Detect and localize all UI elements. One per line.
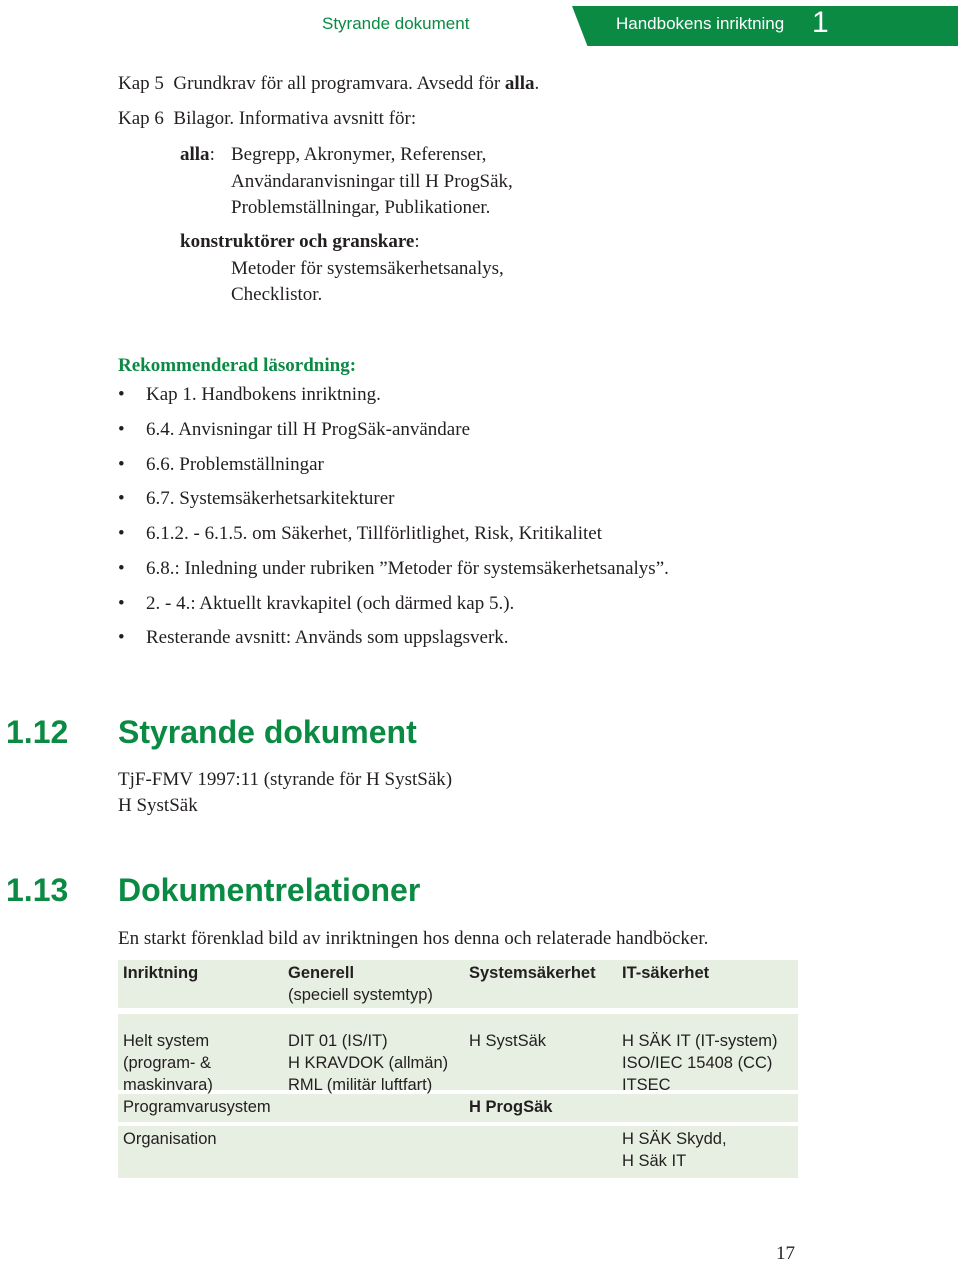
table-cell: Helt system xyxy=(123,1032,210,1050)
reading-item: Resterande avsnitt: Används som uppslagsverk. xyxy=(146,627,509,648)
table-cell: ISO/IEC 15408 (CC) xyxy=(622,1054,773,1072)
section-number: 1.12 xyxy=(6,714,69,750)
table-cell: H Säk IT xyxy=(622,1152,687,1170)
konstruktorer-line-1: Metoder för systemsäkerhetsanalys, xyxy=(231,258,504,279)
kap5-bold: alla xyxy=(504,73,535,94)
alla-line-3: Problemställningar, Publikationer. xyxy=(231,197,491,218)
document-relations-table xyxy=(118,960,798,1182)
table-cell: (program- & xyxy=(123,1054,212,1072)
reading-item: 2. - 4.: Aktuellt kravkapitel (och därmed kap 5.). xyxy=(146,593,515,614)
kap6-label: Kap 6 xyxy=(118,108,164,129)
bullet-icon: • xyxy=(118,488,125,509)
running-header-title: Styrande dokument xyxy=(322,14,470,33)
table-cell: DIT 01 (IS/IT) xyxy=(288,1032,388,1050)
table-cell: H SÄK Skydd, xyxy=(622,1130,727,1148)
table-header-cell: Generell xyxy=(288,964,355,982)
bullet-icon: • xyxy=(118,384,125,405)
bullet-icon: • xyxy=(118,454,125,475)
page-number: 17 xyxy=(776,1243,795,1264)
konstruktorer-line-2: Checklistor. xyxy=(231,284,323,305)
alla-label: alla: xyxy=(180,144,215,165)
kap5-end: . xyxy=(534,73,540,94)
table-header-cell: (speciell systemtyp) xyxy=(288,986,433,1004)
table-row xyxy=(118,1094,798,1126)
section-number: 1.13 xyxy=(6,872,69,908)
chapter-tab-label: Handbokens inriktning xyxy=(616,14,785,33)
konstruktorer-label: konstruktörer och granskare: xyxy=(180,231,420,252)
reading-item: 6.1.2. - 6.1.5. om Säkerhet, Tillförlitlighet, Risk, Kritikalitet xyxy=(146,523,602,544)
sec113-intro: En starkt förenklad bild av inriktningen hos denna och relaterade handböcker. xyxy=(118,928,709,949)
section-title: Styrande dokument xyxy=(118,714,417,750)
kap6-line xyxy=(118,107,416,131)
table-cell: H KRAVDOK (allmän) xyxy=(288,1054,449,1072)
sec112-line-2: H SystSäk xyxy=(118,795,198,816)
bullet-icon: • xyxy=(118,593,125,614)
kap5-text: Grundkrav för all programvara. Avsedd för xyxy=(173,73,505,94)
kap6-text: Bilagor. Informativa avsnitt för: xyxy=(173,108,417,129)
table-header-cell: IT-säkerhet xyxy=(622,964,710,982)
reading-item: 6.4. Anvisningar till H ProgSäk-användare xyxy=(146,419,471,440)
sec112-line-1: TjF-FMV 1997:11 (styrande för H SystSäk) xyxy=(118,769,453,790)
bullet-icon: • xyxy=(118,627,125,648)
kap5-label: Kap 5 xyxy=(118,73,164,94)
alla-line-1: Begrepp, Akronymer, Referenser, xyxy=(231,144,487,165)
table-cell: ITSEC xyxy=(622,1076,671,1094)
table-cell: H SystSäk xyxy=(469,1032,547,1050)
reading-item: 6.7. Systemsäkerhetsarkitekturer xyxy=(146,488,395,509)
section-title: Dokumentrelationer xyxy=(118,872,421,908)
bullet-icon: • xyxy=(118,419,125,440)
kap5-line xyxy=(118,72,539,96)
table-cell: Organisation xyxy=(123,1130,217,1148)
reading-item: 6.6. Problemställningar xyxy=(146,454,324,475)
reading-order-heading: Rekommenderad läsordning: xyxy=(118,355,357,376)
bullet-icon: • xyxy=(118,523,125,544)
table-cell: H SÄK IT (IT-system) xyxy=(622,1032,778,1050)
table-cell: Programvarusystem xyxy=(123,1098,271,1116)
table-header-row xyxy=(118,960,798,1012)
chapter-tab-number: 1 xyxy=(812,6,829,39)
table-header-cell: Inriktning xyxy=(123,964,199,982)
reading-item: Kap 1. Handbokens inriktning. xyxy=(146,384,381,405)
reading-item: 6.8.: Inledning under rubriken ”Metoder för systemsäkerhetsanalys”. xyxy=(146,558,669,579)
table-cell: RML (militär luftfart) xyxy=(288,1076,433,1094)
table-cell: maskinvara) xyxy=(123,1076,213,1094)
table-cell: H ProgSäk xyxy=(469,1098,553,1116)
alla-line-2: Användaranvisningar till H ProgSäk, xyxy=(231,171,513,192)
table-row xyxy=(118,1014,798,1094)
table-row xyxy=(118,1126,798,1182)
table-header-cell: Systemsäkerhet xyxy=(469,964,596,982)
bullet-icon: • xyxy=(118,558,125,579)
